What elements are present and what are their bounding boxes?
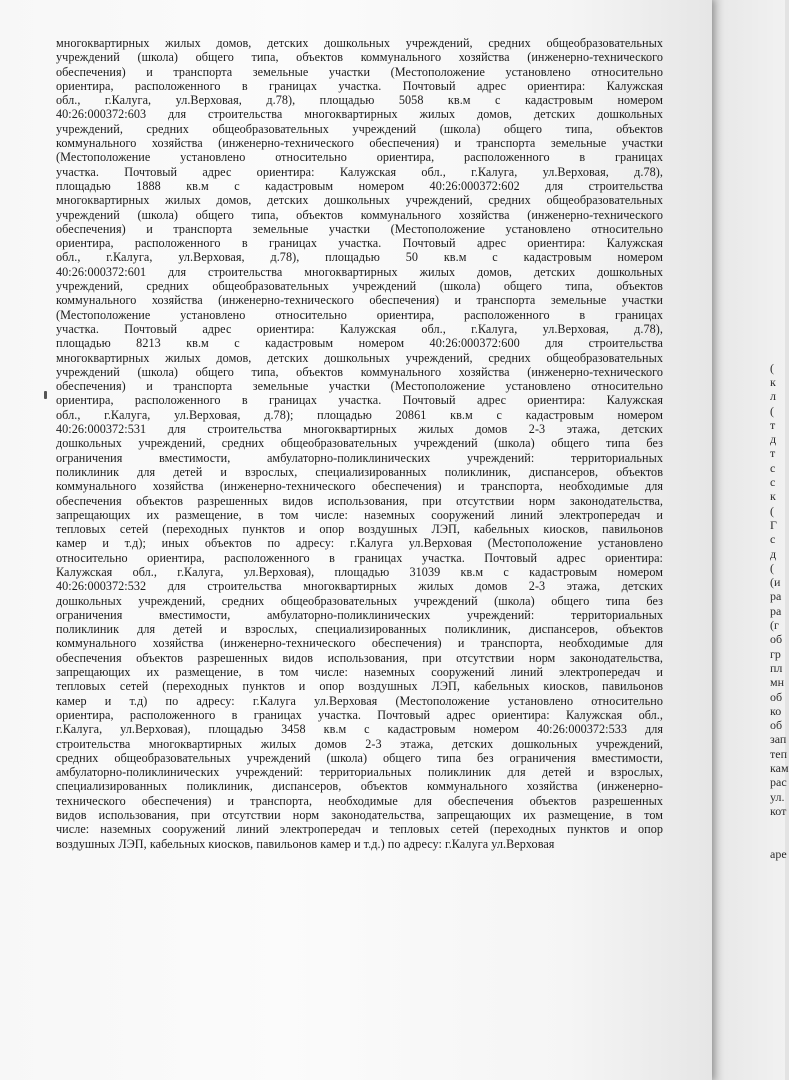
text-line: г.Калуга, ул.Верховая), площадью 3458 кв.м с кадастровым номером 40:26:000372:533 для (56, 722, 663, 737)
text-line: участка. Почтовый адрес ориентира: Калужская обл., г.Калуга, ул.Верховая, д.78), (56, 164, 663, 179)
document-body (56, 36, 663, 851)
text-line: многоквартирных жилых домов, детских дошкольных учреждений, средних общеобразовательных (56, 36, 663, 50)
text-line: дошкольных учреждений, средних общеобразовательных учреждений (школа) общего типа без (56, 593, 663, 608)
text-line: тепловых сетей (переходных пунктов и опор воздушных ЛЭП, кабельных киосков, павильонов (56, 679, 663, 694)
text-line: коммунального хозяйства (инженерно-технического обеспечения) и транспорта земельные участки (56, 293, 663, 308)
text-line: многоквартирных жилых домов, детских дошкольных учреждений, средних общеобразовательных (56, 193, 663, 208)
text-line: дошкольных учреждений, средних общеобразовательных учреждений (школа) общего типа без (56, 436, 663, 451)
adjacent-page-fragment: т (770, 417, 776, 432)
text-line: технического обеспечения) и транспорта, необходимые для обеспечения объектов разрешенных (56, 793, 663, 808)
adjacent-page-fragment: гр (770, 646, 781, 661)
text-line: поликлиник для детей и взрослых, специализированных поликлиник, диспансеров, объектов (56, 622, 663, 637)
text-line: многоквартирных жилых домов, детских дошкольных учреждений, средних общеобразовательных (56, 350, 663, 365)
text-line: участка. Почтовый адрес ориентира: Калужская обл., г.Калуга, ул.Верховая, д.78), (56, 321, 663, 336)
text-line: ограничения вместимости, амбулаторно-поликлинических учреждений: территориальных (56, 450, 663, 465)
text-line: тепловых сетей (переходных пунктов и опор воздушных ЛЭП, кабельных киосков, павильонов (56, 522, 663, 537)
adjacent-page-edge (712, 0, 789, 1080)
adjacent-page-fragment: ко (770, 703, 782, 718)
adjacent-page-fragment: л (770, 389, 776, 404)
text-line: (Местоположение установлено относительно ориентира, расположенного в границах (56, 150, 663, 165)
adjacent-page-fragment: зап (770, 732, 787, 747)
text-line: 40:26:000372:601 для строительства многоквартирных жилых домов, детских дошкольных (56, 264, 663, 279)
text-line: 40:26:000372:531 для строительства многоквартирных жилых домов 2-3 этажа, детских (56, 422, 663, 437)
text-line: ориентира, расположенного в границах участка. Почтовый адрес ориентира: Калужская (56, 236, 663, 251)
margin-mark (44, 391, 47, 399)
adjacent-page-fragment: ( (770, 503, 774, 518)
adjacent-page-fragment: к (770, 374, 776, 389)
text-line: числе: наземных сооружений линий электропередач и тепловых сетей (переходных пунктов и опор (56, 822, 663, 837)
adjacent-page-fragment: ра (770, 589, 782, 604)
adjacent-page-fragment: ул. (770, 789, 785, 804)
adjacent-page-fragment: ра (770, 603, 782, 618)
adjacent-page-fragment: д (770, 432, 777, 447)
text-line: относительно ориентира, расположенного в границах участка. Почтовый адрес ориентира: (56, 550, 663, 565)
text-line: учреждений (школа) общего типа, объектов коммунального хозяйства (инженерно-технического (56, 364, 663, 379)
text-line: ориентира, расположенного в границах участка. Почтовый адрес ориентира: Калужская (56, 78, 663, 93)
text-line: видов использования, при отсутствии норм законодательства, запрещающих их размещение, в том (56, 808, 663, 823)
adjacent-page-fragment: Г (770, 517, 777, 532)
text-line: обл., г.Калуга, ул.Верховая, д.78); площадью 20861 кв.м с кадастровым номером (56, 407, 663, 422)
text-line: воздушных ЛЭП, кабельных киосков, павильонов камер и т.д.) по адресу: г.Калуга ул.Верховая (56, 836, 555, 851)
adjacent-page-fragment: ( (770, 560, 774, 575)
text-line: обл., г.Калуга, ул.Верховая, д.78), площадью 5058 кв.м с кадастровым номером (56, 93, 663, 108)
text-line: обеспечения) и транспорта земельные участки (Местоположение установлено относительно (56, 221, 663, 236)
adjacent-page-fragment: с (770, 532, 776, 547)
adjacent-page-fragment: к (770, 489, 776, 504)
adjacent-page-fragment: кот (770, 803, 787, 818)
adjacent-page-fragment: с (770, 460, 776, 475)
text-line: обеспечения) и транспорта земельные участки (Местоположение установлено относительно (56, 379, 663, 394)
adjacent-page-fragment: кам (770, 761, 789, 775)
adjacent-page-fragment: пл (770, 660, 783, 675)
text-line: коммунального хозяйства (инженерно-технического обеспечения) и транспорта, необходимые для (56, 636, 663, 651)
adjacent-page-fragment: аре (770, 846, 787, 861)
adjacent-page-fragment: рас (770, 775, 787, 790)
text-line: обеспечения объектов разрешенных видов использования, при отсутствии норм законодательства, (56, 650, 663, 665)
adjacent-page-fragment: об (770, 689, 783, 704)
text-line: обеспечения) и транспорта земельные участки (Местоположение установлено относительно (56, 64, 663, 79)
text-line: учреждений (школа) общего типа, объектов коммунального хозяйства (инженерно-технического (56, 50, 663, 65)
text-line: обеспечения объектов разрешенных видов использования, при отсутствии норм законодательства, (56, 493, 663, 508)
text-line: специализированных поликлиник, диспансеров, объектов коммунального хозяйства (инженерно- (56, 779, 663, 794)
text-line: средних общеобразовательных учреждений (школа) общего типа без ограничения вместимости, (56, 750, 663, 765)
text-line: учреждений, средних общеобразовательных учреждений (школа) общего типа, объектов (56, 279, 663, 294)
text-line: (Местоположение установлено относительно ориентира, расположенного в границах (56, 307, 663, 322)
text-line: коммунального хозяйства (инженерно-технического обеспечения) и транспорта земельные участки (56, 136, 663, 151)
text-line: коммунального хозяйства (инженерно-технического обеспечения) и транспорта, необходимые для (56, 479, 663, 494)
text-line: площадью 1888 кв.м с кадастровым номером 40:26:000372:602 для строительства (56, 178, 663, 193)
text-line: запрещающих их размещение, в том числе: наземных сооружений линий электропередач и (56, 507, 663, 522)
adjacent-page-fragment: теп (770, 746, 787, 761)
adjacent-page-fragment: ( (770, 403, 774, 418)
text-line: ориентира, расположенного в границах участка. Почтовый адрес ориентира: Калужская обл., (56, 707, 663, 722)
text-line: камер и т.д); иных объектов по адресу: г.Калуга ул.Верховая (Местоположение установлено (56, 536, 663, 551)
text-line: амбулаторно-поликлинических учреждений: территориальных поликлиник для детей и взрослых, (56, 765, 663, 780)
adjacent-page-fragment: т (770, 446, 776, 461)
text-line: строительства многоквартирных жилых домов 2-3 этажа, детских дошкольных учреждений, (56, 736, 663, 751)
text-line: обл., г.Калуга, ул.Верховая, д.78), площадью 50 кв.м с кадастровым номером (56, 250, 663, 265)
adjacent-page-fragment: мн (770, 675, 785, 690)
text-line: 40:26:000372:532 для строительства многоквартирных жилых домов 2-3 этажа, детских (56, 579, 663, 594)
adjacent-page-fragment: об (770, 632, 783, 647)
text-line: учреждений (школа) общего типа, объектов коммунального хозяйства (инженерно-технического (56, 207, 663, 222)
text-line: ограничения вместимости, амбулаторно-поликлинических учреждений: территориальных (56, 607, 663, 622)
text-line: поликлиник для детей и взрослых, специализированных поликлиник, диспансеров, объектов (56, 464, 663, 479)
adjacent-page-fragment: ( (770, 360, 774, 375)
adjacent-page-fragment: с (770, 475, 776, 489)
text-line: площадью 8213 кв.м с кадастровым номером 40:26:000372:600 для строительства (56, 336, 663, 351)
adjacent-page-fragment: (и (770, 575, 781, 590)
text-line: 40:26:000372:603 для строительства многоквартирных жилых домов, детских дошкольных (56, 107, 663, 122)
adjacent-page-fragment: (г (770, 618, 779, 632)
adjacent-page-fragment: об (770, 718, 783, 733)
text-line: учреждений, средних общеобразовательных учреждений (школа) общего типа, объектов (56, 121, 663, 136)
text-line: камер и т.д) по адресу: г.Калуга ул.Верховая (Местоположение установлено относительно (56, 693, 663, 708)
text-line: запрещающих их размещение, в том числе: наземных сооружений линий электропередач и (56, 665, 663, 680)
adjacent-page-fragment: д (770, 546, 777, 561)
text-line: Калужская обл., г.Калуга, ул.Верховая), площадью 31039 кв.м с кадастровым номером (56, 564, 663, 579)
text-line: ориентира, расположенного в границах участка. Почтовый адрес ориентира: Калужская (56, 393, 663, 408)
